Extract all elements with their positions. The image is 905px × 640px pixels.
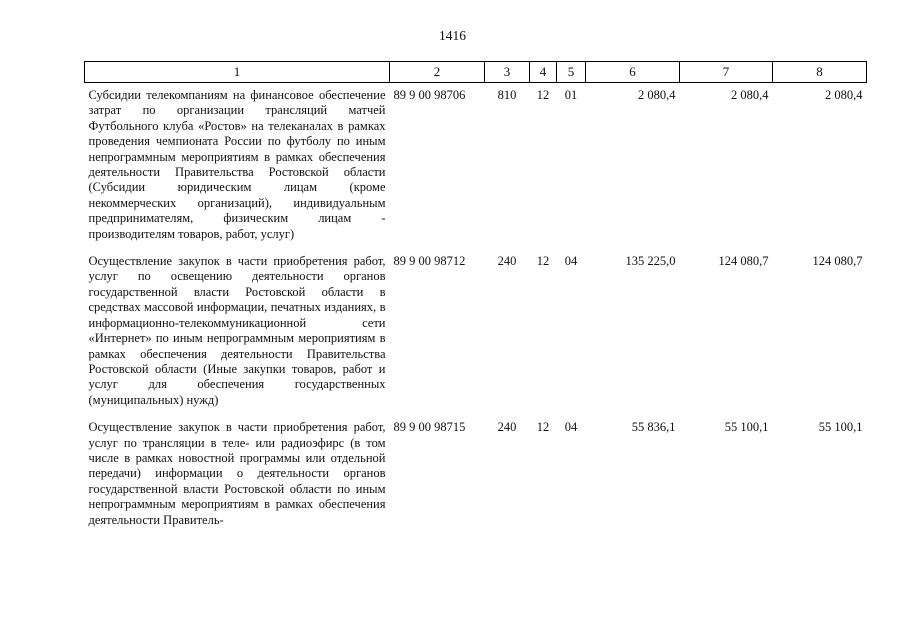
amount-col-8: 2 080,4 [825,88,863,102]
page-number: 1416 [439,28,466,43]
row-description: Осуществление закупок в части приобретения работ, услуг по освещению деятельности органов государственной власти Ростовской области в средствах массовой информации, печатных изданиях, в информационно-телекоммуникационной сети «Интернет» по иным непрограммным мероприятиям в рамках обеспечения деятельности Правительства Ростовской области (Иные закупки товаров, работ и услуг для обеспечения государственных (муниципальных) нужд) [88,254,386,407]
expense-type: 240 [497,254,517,269]
table-row [85,83,867,250]
section: 12 [536,254,550,269]
table-row [85,249,867,415]
subsection: 04 [564,420,578,435]
amount-col-6: 55 836,1 [631,420,676,435]
column-header: 1 [85,62,390,83]
amount-col-7: 2 080,4 [731,88,769,102]
subsection: 01 [564,88,578,102]
amount-col-6: 135 225,0 [625,254,676,269]
table-row [85,415,867,535]
expense-type: 240 [497,420,517,435]
expense-type: 810 [497,88,517,102]
amount-col-8: 124 080,7 [812,254,863,269]
amount-col-6: 2 080,4 [638,88,676,102]
column-header: 5 [557,62,586,83]
section: 12 [536,420,550,435]
budget-table [84,61,867,535]
row-description: Осуществление закупок в части приобретения работ, услуг по трансляции в теле- или радиоэфирс (в том числе в рамках новостной программы или отдельной передачи) информации о деятельности органов государственной власти Ростовской области по иным непрограммным мероприятиям в рамках обеспечения деятельности Правитель- [88,420,386,527]
column-header: 2 [390,62,485,83]
header-row [85,62,867,83]
target-article-code: 89 9 00 98712 [393,254,466,269]
column-header: 6 [586,62,680,83]
row-description: Субсидии телекомпаниям на финансовое обеспечение затрат по организации трансляций матчей Футбольного клуба «Ростов» на телеканалах в рамках проведения чемпионата России по футболу по иным непрограммным мероприятиям в рамках обеспечения деятельности Правительства Ростовской области (Субсидии юридическим лицам (кроме некоммерческих организаций), индивидуальным предпринимателям, физическим лицам - производителям товаров, работ, услуг) [88,88,386,241]
subsection: 04 [564,254,578,269]
amount-col-7: 55 100,1 [724,420,769,435]
amount-col-8: 55 100,1 [818,420,863,435]
column-header: 3 [485,62,530,83]
amount-col-7: 124 080,7 [718,254,769,269]
column-header: 8 [773,62,867,83]
section: 12 [536,88,550,102]
target-article-code: 89 9 00 98706 [393,88,466,102]
column-header: 7 [680,62,773,83]
column-header: 4 [530,62,557,83]
target-article-code: 89 9 00 98715 [393,420,466,435]
